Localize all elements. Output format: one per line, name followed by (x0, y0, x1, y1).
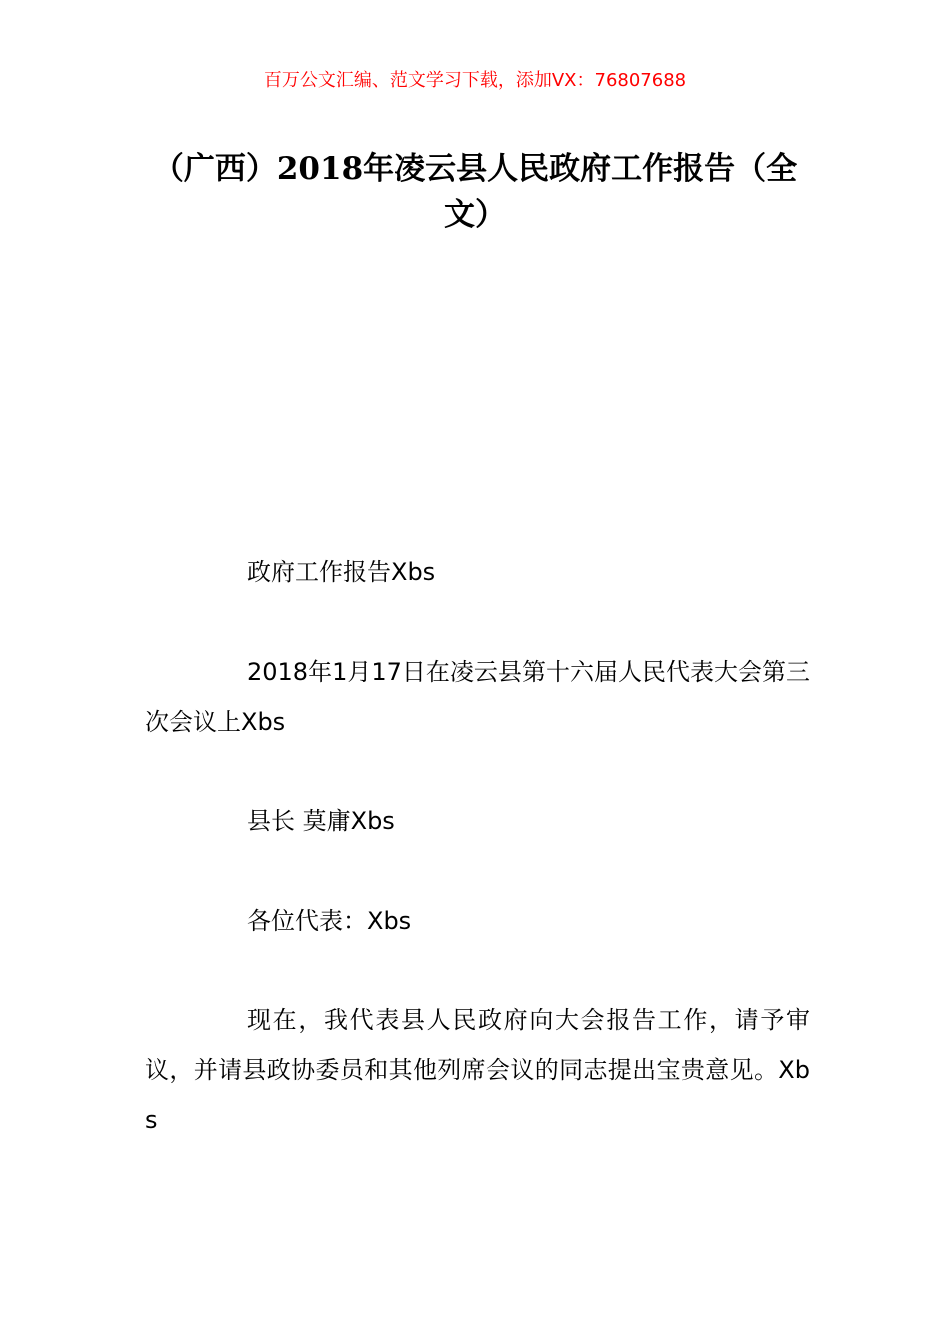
document-title: （广西）2018年凌云县人民政府工作报告（全文） (152, 151, 798, 233)
paragraph-meeting-info: 2018年1月17日在凌云县第十六届人民代表大会第三次会议上Xbs (145, 658, 810, 736)
paragraph-opening: 现在，我代表县人民政府向大会报告工作，请予审议，并请县政协委员和其他列席会议的同志提出宝贵意见。Xbs (145, 1006, 810, 1134)
paragraph-speaker: 县长 莫庸Xbs (247, 807, 395, 835)
paragraph-salutation: 各位代表：Xbs (247, 907, 412, 935)
paragraph-report-label: 政府工作报告Xbs (247, 558, 436, 586)
header-promo-note: 百万公文汇编、范文学习下载，添加VX：76807688 (263, 70, 687, 91)
